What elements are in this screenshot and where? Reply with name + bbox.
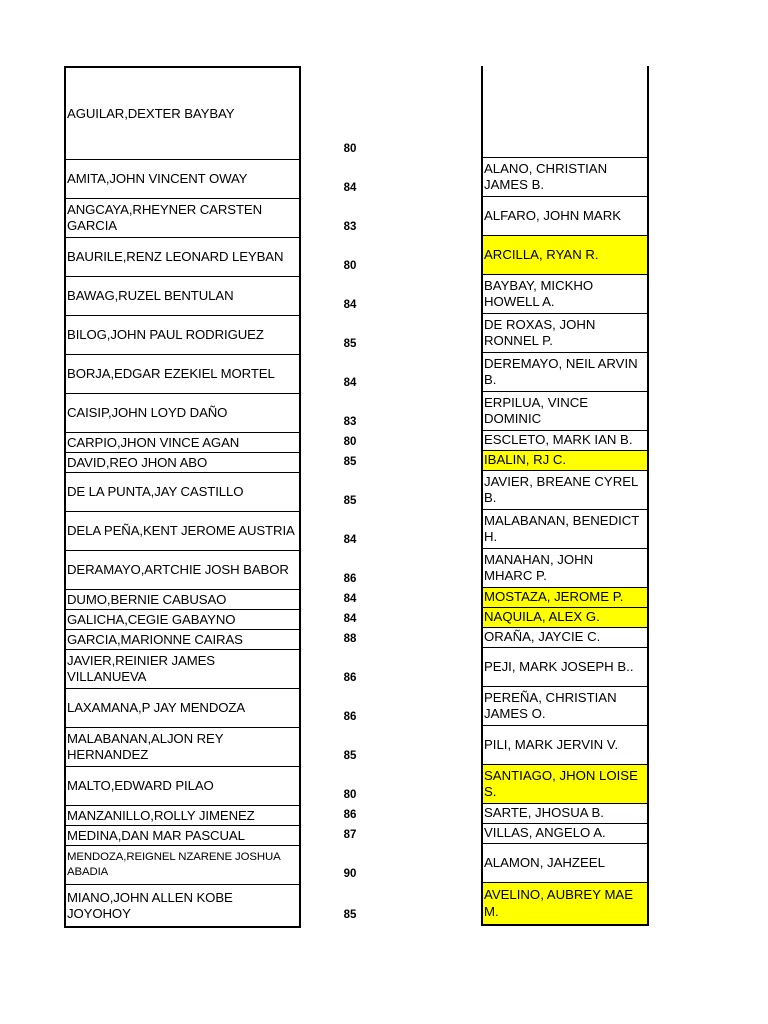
student-name: JAVIER, BREANE CYREL B. xyxy=(484,473,638,505)
student-name: AMITA,JOHN VINCENT OWAY xyxy=(67,171,248,186)
student-name: AGUILAR,DEXTER BAYBAY xyxy=(67,105,235,121)
score-cell: 80 xyxy=(343,436,357,448)
student-name: ALFARO, JOHN MARK xyxy=(484,207,622,223)
table-row xyxy=(66,433,299,453)
student-name: GARCIA,MARIONNE CAIRAS xyxy=(67,631,243,647)
table-row xyxy=(483,588,647,608)
table-row xyxy=(483,804,647,824)
score-cell: 80 xyxy=(343,143,357,155)
student-name: LAXAMANA,P JAY MENDOZA xyxy=(67,700,246,715)
score-cell: 86 xyxy=(343,573,357,585)
table-row xyxy=(483,765,647,804)
student-name: MEDINA,DAN MAR PASCUAL xyxy=(67,827,245,843)
score-cell: 87 xyxy=(343,829,357,841)
table-row xyxy=(66,650,299,689)
table-row xyxy=(483,549,647,588)
score-cell: 85 xyxy=(343,456,357,468)
table-row xyxy=(66,473,299,512)
table-row xyxy=(66,316,299,355)
student-name: BAURILE,RENZ LEONARD LEYBAN xyxy=(67,249,284,264)
student-name: SARTE, JHOSUA B. xyxy=(484,805,604,821)
table-row xyxy=(483,236,647,275)
table-row xyxy=(66,590,299,610)
student-name: MANAHAN, JOHN MHARC P. xyxy=(484,551,594,583)
table-row xyxy=(66,806,299,826)
student-name: DEREMAYO, NEIL ARVIN B. xyxy=(484,355,638,387)
student-name: GALICHA,CEGIE GABAYNO xyxy=(67,611,236,627)
student-name: BORJA,EDGAR EZEKIEL MORTEL xyxy=(67,366,275,381)
score-cell: 80 xyxy=(343,789,357,801)
student-name: JAVIER,REINIER JAMES VILLANUEVA xyxy=(67,653,215,684)
student-name: BAYBAY, MICKHO HOWELL A. xyxy=(484,277,594,309)
table-row xyxy=(483,844,647,883)
student-name: DUMO,BERNIE CABUSAO xyxy=(67,591,227,607)
student-name: ALANO, CHRISTIAN JAMES B. xyxy=(484,160,608,192)
student-name: DE ROXAS, JOHN RONNEL P. xyxy=(484,316,596,348)
table-row xyxy=(66,238,299,277)
student-name: ALAMON, JAHZEEL xyxy=(484,854,605,870)
table-row xyxy=(483,648,647,687)
score-cell: 83 xyxy=(343,416,357,428)
table-row xyxy=(66,767,299,806)
score-cell: 85 xyxy=(343,338,357,350)
student-name: PEJI, MARK JOSEPH B.. xyxy=(484,658,634,674)
right-name-column xyxy=(481,66,649,926)
student-name: NAQUILA, ALEX G. xyxy=(484,609,600,625)
student-name: ERPILUA, VINCE DOMINIC xyxy=(484,394,589,426)
student-name: MANZANILLO,ROLLY JIMENEZ xyxy=(67,807,255,823)
table-row xyxy=(66,199,299,238)
table-row xyxy=(483,314,647,353)
table-row xyxy=(66,846,299,885)
table-row xyxy=(66,728,299,767)
table-row xyxy=(483,510,647,549)
score-cell: 85 xyxy=(343,909,357,921)
student-name: SANTIAGO, JHON LOISE S. xyxy=(484,767,638,799)
student-name: IBALIN, RJ C. xyxy=(484,452,567,468)
student-name: MIANO,JOHN ALLEN KOBE JOYOHOY xyxy=(67,889,233,921)
table-row xyxy=(483,275,647,314)
score-cell: 90 xyxy=(343,868,357,880)
table-row xyxy=(483,66,647,158)
table-row xyxy=(66,68,299,160)
table-row xyxy=(483,431,647,451)
table-row xyxy=(483,687,647,726)
student-name: DELA PEÑA,KENT JEROME AUSTRIA xyxy=(67,523,295,538)
student-name: ESCLETO, MARK IAN B. xyxy=(484,432,633,448)
score-cell: 85 xyxy=(343,750,357,762)
student-name: AVELINO, AUBREY MAE M. xyxy=(484,887,634,919)
student-name: DAVID,REO JHON ABO xyxy=(67,454,208,470)
student-name: DE LA PUNTA,JAY CASTILLO xyxy=(67,484,244,499)
score-cell: 83 xyxy=(343,221,357,233)
table-row xyxy=(66,630,299,650)
score-cell: 84 xyxy=(343,299,357,311)
table-row xyxy=(66,277,299,316)
score-cell: 85 xyxy=(343,495,357,507)
table-row xyxy=(66,551,299,590)
score-cell: 80 xyxy=(343,260,357,272)
table-row xyxy=(483,471,647,510)
student-name: ORAÑA, JAYCIE C. xyxy=(484,629,601,645)
table-row xyxy=(66,610,299,630)
student-name: DERAMAYO,ARTCHIE JOSH BABOR xyxy=(67,562,289,577)
table-row xyxy=(66,885,299,926)
student-name: MALABANAN,ALJON REY HERNANDEZ xyxy=(67,731,224,762)
student-name: MALABANAN, BENEDICT H. xyxy=(484,512,640,544)
table-row xyxy=(483,392,647,431)
student-name: CARPIO,JHON VINCE AGAN xyxy=(67,434,240,450)
table-row xyxy=(483,451,647,471)
student-name: BAWAG,RUZEL BENTULAN xyxy=(67,288,234,303)
table-row xyxy=(66,355,299,394)
student-name: ARCILLA, RYAN R. xyxy=(484,246,599,262)
student-name: MOSTAZA, JEROME P. xyxy=(484,589,624,605)
table-row xyxy=(483,883,647,924)
student-name: MALTO,EDWARD PILAO xyxy=(67,778,214,793)
student-name: ANGCAYA,RHEYNER CARSTEN GARCIA xyxy=(67,202,263,233)
table-row xyxy=(66,689,299,728)
score-cell: 86 xyxy=(343,711,357,723)
student-name: BILOG,JOHN PAUL RODRIGUEZ xyxy=(67,327,264,342)
table-row xyxy=(66,394,299,433)
table-row xyxy=(66,512,299,551)
left-name-column xyxy=(64,66,301,928)
score-cell: 84 xyxy=(343,613,357,625)
score-cell: 88 xyxy=(343,633,357,645)
score-cell: 84 xyxy=(343,534,357,546)
student-name: CAISIP,JOHN LOYD DAÑO xyxy=(67,405,228,420)
score-cell: 84 xyxy=(343,377,357,389)
table-row xyxy=(66,453,299,473)
table-row xyxy=(483,158,647,197)
table-row xyxy=(483,353,647,392)
student-name: VILLAS, ANGELO A. xyxy=(484,825,606,841)
table-row xyxy=(483,824,647,844)
student-name: PEREÑA, CHRISTIAN JAMES O. xyxy=(484,689,617,721)
student-name: MENDOZA,REIGNEL NZARENE JOSHUA ABADIA xyxy=(67,851,281,878)
table-row xyxy=(483,197,647,236)
student-name: PILI, MARK JERVIN V. xyxy=(484,736,619,752)
table-row xyxy=(66,160,299,199)
score-cell: 84 xyxy=(343,182,357,194)
table-row xyxy=(66,826,299,846)
score-cell: 84 xyxy=(343,593,357,605)
score-cell: 86 xyxy=(343,672,357,684)
table-row xyxy=(483,628,647,648)
table-row xyxy=(483,726,647,765)
score-column xyxy=(330,66,370,924)
table-row xyxy=(483,608,647,628)
score-cell: 86 xyxy=(343,809,357,821)
